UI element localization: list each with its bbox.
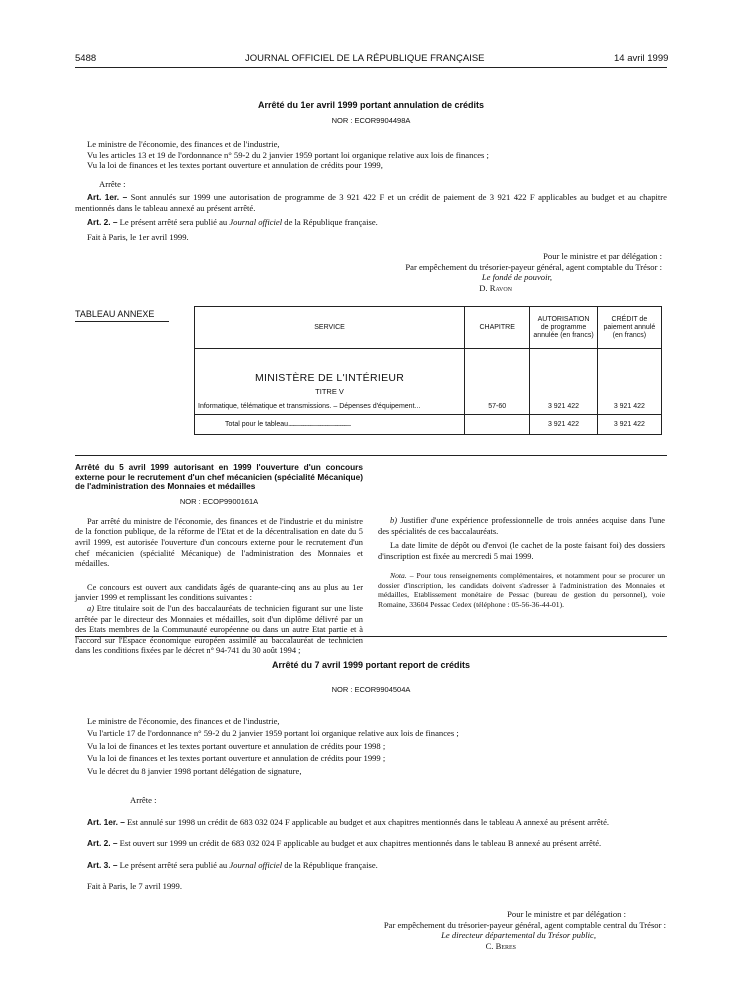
arrete3-art2-label: Art. 2. –	[87, 838, 118, 849]
arrete3-art2	[75, 838, 667, 849]
journal-officiel-ref: Journal officiel	[229, 859, 283, 870]
arrete3-art3	[75, 860, 667, 871]
arrete3-body	[75, 715, 667, 892]
para3-text: Etre titulaire soit de l'un des baccalauréats de technicien figurant sur une liste arrêtée par le directeur des Monnaies et médailles, soit d'un diplôme délivré par un des Etats membres de la Communauté européenne ou dans un autre Etat partie et à l'accord sur l'Espace économique européen assimilé au baccalauréat de technicien dans les conditions fixées par le décret n° 94-741 du 30 août 1994 ;	[75, 603, 363, 656]
arrete1-art1-label: Art. 1er. –	[87, 192, 128, 203]
arrete2-para5: La date limite de dépôt ou d'envoi (le cachet de la poste faisant foi) des dossiers d'inscription est fixée au mercredi 5 mai 1999.	[378, 541, 665, 561]
table-row	[195, 349, 662, 415]
arrete3-visa: Vu l'article 17 de l'ordonnance n° 59-2 du 2 janvier 1959 portant loi organique relative aux lois de finances ;	[87, 728, 459, 739]
note-text: Pour tous renseignements complémentaires, et notamment pour se procurer un dossier d'inscription, les candidats doivent s'adresser à l'administration des Monnaies et médailles, Etablissement monétaire de Pessac (bureau de gestion du personnel), voie Romaine, 33604 Pessac Cedex (téléphone : 05-56-36-44-01).	[378, 571, 665, 609]
note-label: Nota. –	[390, 571, 414, 581]
signatory-name: D. Ravon	[479, 282, 512, 293]
arrete2-left-column	[75, 462, 363, 656]
signature-line: Pour le ministre et par délégation :	[507, 909, 626, 919]
arrete1-art2-label: Art. 2. –	[87, 216, 118, 227]
para4-label: b)	[390, 516, 397, 525]
arrete3-title: Arrêté du 7 avril 1999 portant report de crédits	[271, 660, 471, 670]
arrete1-art1	[75, 192, 667, 213]
arrete1-body	[75, 139, 667, 243]
arrete3-art3-label: Art. 3. –	[87, 859, 118, 870]
arrete3-visa: Vu la loi de finances et les textes portant ouverture et annulation de crédits pour 1999 ;	[87, 753, 386, 764]
row-label: Informatique, télématique et transmissions. – Dépenses d'équipement...	[198, 403, 421, 410]
arrete3-art1	[75, 817, 667, 828]
arrete2-right-column	[378, 463, 665, 609]
arrete1-arrete-label: Arrête :	[99, 178, 126, 189]
arrete3-art3-text-end: de la République française.	[284, 859, 378, 870]
row-credit: 3 921 422	[597, 349, 661, 415]
arrete2-para1: Par arrêté du ministre de l'économie, des finances et de l'industrie et du ministre de la fonction publique, de la réforme de l'Etat et de la décentralisation en date du 5 avril 1999, est autorisée l'ouverture d'un concours externe pour le recrutement d'un chef mécanicien (spécialité Mécanique) de l'administration des Monnaies et médailles.	[75, 516, 363, 569]
arrete3-visa: Le ministre de l'économie, des finances et de l'industrie,	[87, 716, 280, 726]
arrete3-art2-text: Est ouvert sur 1999 un crédit de 683 032 024 F applicable au budget et aux chapitres mentionnés dans le tableau B annexé au présent arrêté.	[119, 838, 602, 849]
arrete3-visa: Vu la loi de finances et les textes portant ouverture et annulation de crédits pour 1998 ;	[87, 740, 386, 751]
total-label: Total pour le tableau..................................................................	[195, 415, 465, 435]
total-chapitre	[465, 415, 530, 435]
arrete1-fait: Fait à Paris, le 1er avril 1999.	[87, 232, 189, 243]
arrete1-art2-text-end: de la République française.	[284, 216, 378, 227]
tableau-annexe	[194, 306, 662, 435]
total-autorisation: 3 921 422	[530, 415, 598, 435]
signature-line: Le fondé de pouvoir,	[481, 272, 552, 283]
row-chapitre: 57-60	[465, 349, 530, 415]
arrete1-visa: Vu la loi de finances et les textes portant ouverture et annulation de crédits pour 1999,	[87, 160, 383, 171]
titre: TITRE V	[315, 387, 344, 396]
header-rule	[75, 67, 667, 68]
page-number: 5488	[75, 53, 97, 64]
signature-line: Pour le ministre et par délégation :	[543, 251, 662, 261]
arrete3-arrete-label: Arrête :	[130, 795, 157, 806]
arrete2-nor: NOR : ECOP9900161A	[179, 496, 259, 506]
arrete1-nor: NOR : ECOR9904498A	[331, 116, 411, 125]
arrete1-art1-text: Sont annulés sur 1999 une autorisation de programme de 3 921 422 F et un crédit de paiement de 3 921 422 F applicables au budget et au chapitre mentionnés dans le tableau annexé au présent arrêté.	[75, 192, 667, 213]
header-date: 14 avril 1999	[614, 53, 669, 64]
arrete3-nor: NOR : ECOR9904504A	[331, 685, 411, 694]
signature-line: Le directeur départemental du Trésor public,	[441, 930, 596, 941]
signature-line: Par empêchement du trésorier-payeur général, agent comptable du Trésor :	[405, 261, 662, 272]
header-chapitre: CHAPITRE	[465, 307, 530, 349]
header-service: SERVICE	[195, 307, 465, 349]
total-credit: 3 921 422	[597, 415, 661, 435]
ministere: MINISTÈRE DE L'INTÉRIEUR	[254, 372, 405, 384]
arrete1-signature	[300, 251, 662, 293]
arrete3-art3-text: Le présent arrêté sera publié au	[119, 859, 228, 870]
arrete1-visa: Le ministre de l'économie, des finances et de l'industrie,	[87, 139, 280, 149]
arrete3-visa: Vu le décret du 8 janvier 1998 portant délégation de signature,	[87, 765, 302, 776]
arrete2-title: Arrêté du 5 avril 1999 autorisant en 1999 l'ouverture d'un concours externe pour le recrutement d'un chef mécanicien (spécialité Mécanique) de l'administration des Monnaies et médailles	[75, 462, 363, 492]
service-cell	[195, 349, 465, 415]
row-autorisation: 3 921 422	[530, 349, 598, 415]
table-header-row	[195, 307, 662, 349]
arrete1-title: Arrêté du 1er avril 1999 portant annulation de crédits	[257, 100, 485, 110]
arrete1-art2	[75, 217, 667, 228]
signature-line: Par empêchement du trésorier-payeur général, agent comptable central du Trésor :	[383, 919, 666, 930]
journal-officiel-ref: Journal officiel	[229, 216, 283, 227]
arrete3-fait: Fait à Paris, le 7 avril 1999.	[87, 881, 182, 892]
arrete3-art1-text: Est annulé sur 1998 un crédit de 683 032 024 F applicable au budget et aux chapitres mentionnés dans le tableau A annexé au présent arrêté.	[126, 816, 610, 827]
arrete2-note	[378, 571, 665, 609]
arrete3-signature	[290, 909, 666, 951]
para3-label: a)	[87, 603, 94, 613]
arrete2-para2: Ce concours est ouvert aux candidats âgés de quarante-cinq ans au plus au 1er janvier 1999 et remplissant les conditions suivantes :	[75, 582, 363, 603]
arrete2-para3	[75, 603, 363, 656]
journal-title: JOURNAL OFFICIEL DE LA RÉPUBLIQUE FRANÇAISE	[245, 53, 485, 64]
signatory-name: C. Beres	[485, 940, 516, 951]
header-autorisation: AUTORISATION de programme annulée (en francs)	[530, 307, 598, 349]
arrete3-art1-label: Art. 1er. –	[87, 816, 125, 827]
section-rule	[75, 455, 667, 456]
tableau-label-rule	[75, 321, 169, 322]
arrete2-para4	[378, 516, 665, 537]
arrete2-para3-continued	[378, 463, 665, 516]
section-rule	[75, 636, 667, 637]
arrete1-visa: Vu les articles 13 et 19 de l'ordonnance n° 59-2 du 2 janvier 1959 portant loi organique relative aux lois de finances ;	[87, 149, 489, 160]
table-total-row	[195, 415, 662, 435]
tableau-annexe-label: TABLEAU ANNEXE	[75, 309, 155, 319]
para4-text: Justifier d'une expérience professionnelle de trois années acquise dans l'une des spécialités de ces baccalauréats.	[378, 516, 665, 536]
header-credit: CRÉDIT de paiement annulé (en francs)	[597, 307, 661, 349]
total-label-text: Total pour le tableau	[225, 421, 289, 428]
arrete1-art2-text: Le présent arrêté sera publié au	[119, 216, 228, 227]
